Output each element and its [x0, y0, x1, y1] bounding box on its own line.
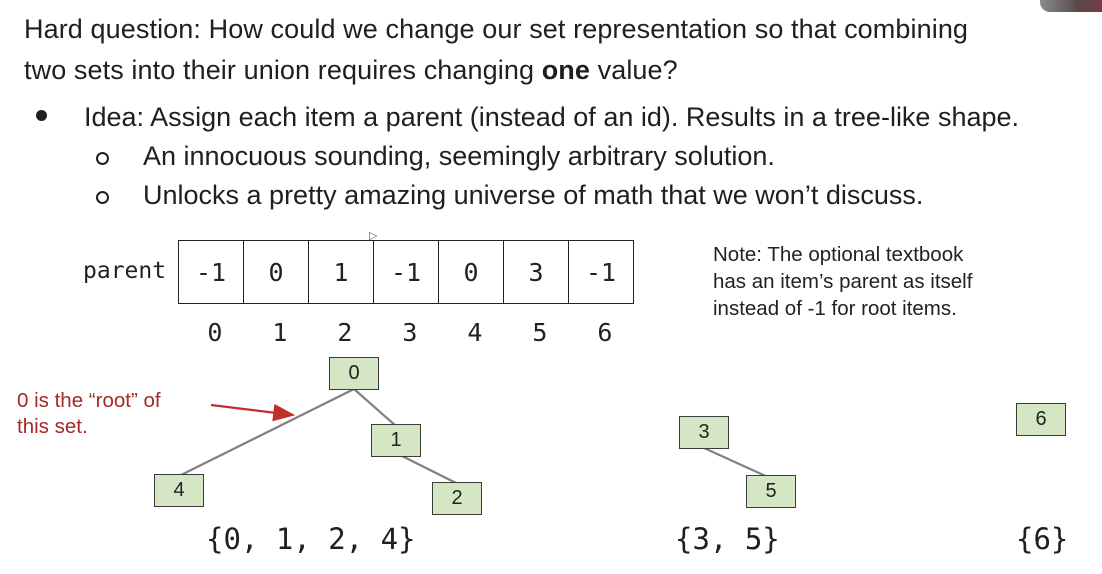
tree-node: 0 [329, 357, 379, 390]
root-arrow [211, 405, 293, 415]
array-index: 0 [207, 318, 223, 347]
root-annotation [17, 388, 161, 440]
question-line-1: Hard question: How could we change our set representation so that combining [24, 14, 969, 44]
array-cell: 0 [244, 241, 309, 304]
note-line: has an item’s parent as itself [713, 270, 973, 293]
tree-edge [704, 448, 770, 478]
array-index: 5 [532, 318, 548, 347]
array-index: 4 [467, 318, 483, 347]
set-label: {0, 1, 2, 4} [206, 522, 416, 556]
tree-node: 6 [1016, 403, 1066, 436]
annotation-line: 0 is the “root” of [17, 389, 161, 412]
tree-node: 5 [746, 475, 796, 508]
sub-bullet-2: Unlocks a pretty amazing universe of math that we won’t discuss. [143, 180, 924, 210]
array-cell: 0 [439, 241, 504, 304]
array-cell: -1 [569, 241, 634, 304]
set-label: {3, 5} [675, 522, 780, 556]
array-cell: -1 [374, 241, 439, 304]
tree-edge [396, 453, 458, 484]
array-index: 6 [597, 318, 613, 347]
tree-node: 3 [679, 416, 729, 449]
array-cell: 3 [504, 241, 569, 304]
annotation-line: this set. [17, 415, 88, 438]
question-line-2-suffix: value? [590, 55, 678, 85]
note-line: Note: The optional textbook [713, 243, 964, 266]
sub-bullet-1: An innocuous sounding, seemingly arbitrary solution. [143, 141, 775, 171]
set-label: {6} [1016, 522, 1069, 556]
array-index: 2 [337, 318, 353, 347]
question-emphasis: one [541, 55, 591, 85]
tree-edge [179, 389, 354, 476]
tree-node: 1 [371, 424, 421, 457]
note-line: instead of -1 for root items. [713, 297, 957, 320]
array-label: parent [83, 258, 167, 284]
bullet-idea: Idea: Assign each item a parent (instead of an id). Results in a tree-like shape. [84, 102, 1020, 132]
tree-node: 4 [154, 474, 204, 507]
array-cell: -1 [179, 241, 244, 304]
tree-node: 2 [432, 482, 482, 515]
tree-edge [354, 389, 396, 426]
array-index: 3 [402, 318, 418, 347]
question-line-2-prefix: two sets into their union requires changing [24, 55, 542, 85]
mouse-cursor-icon: ▷ [369, 230, 378, 242]
array-index: 1 [272, 318, 288, 347]
array-cell: 1 [309, 241, 374, 304]
